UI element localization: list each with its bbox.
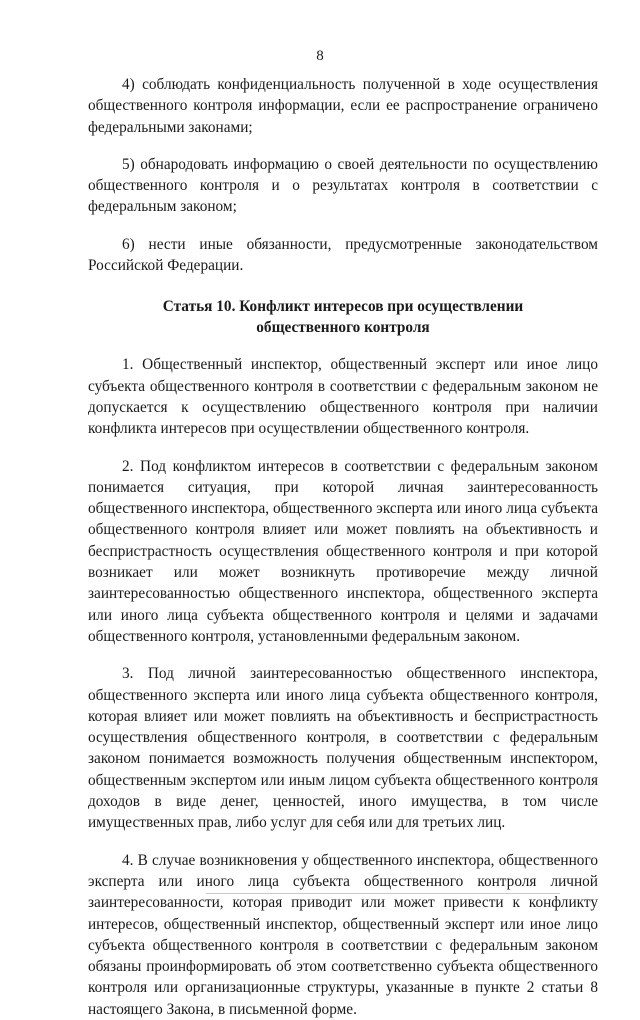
article-title-line-1: Статья 10. Конфликт интересов при осуществлении xyxy=(162,298,524,316)
article-paragraph-4: 4. В случае возникновения у общественного инспектора, общественного эксперта или иного лица субъекта общественного контроля личной заинтересованности, которая приводит или может привести к конфликту интересов, общественный инспектор, общественный эксперт или иное лицо субъекта общественного контроля в соответствии с федеральным законом обязаны проинформировать об этом соответственно субъекта общественного контроля или организационные структуры, указанные в пункте 2 статьи 8 настоящего Закона, в письменной форме. xyxy=(88,851,598,1018)
paragraph-item-5: 5) обнародовать информацию о своей деятельности по осуществлению общественного контроля и о результатах контроля в соответствии с федеральным законом; xyxy=(88,155,598,216)
article-paragraph-1: 1. Общественный инспектор, общественный эксперт или иное лицо субъекта общественного контроля в соответствии с федеральным законом не допускается к осуществлению общественного контроля при наличии конфликта интересов при осуществлении общественного контроля. xyxy=(88,356,598,438)
paragraph-item-6: 6) нести иные обязанности, предусмотренные законодательством Российской Федерации. xyxy=(88,235,598,275)
scan-edge-line xyxy=(206,893,560,894)
article-paragraph-3: 3. Под личной заинтересованностью общественного инспектора, общественного эксперта или иного лица субъекта общественного контроля, которая влияет или может повлиять на объективность и беспристрастность осуществления общественного контроля, в соответствии с федеральным законом понимается возможность получения общественным инспектором, общественным экспертом или иным лицом субъекта общественного контроля доходов в виде денег, ценностей, иного имущества, в том числе имущественных прав, либо услуг для себя или для третьих лиц. xyxy=(88,665,598,832)
article-heading xyxy=(88,296,598,338)
document-body xyxy=(88,74,598,1020)
article-title-line-2: общественного контроля xyxy=(256,319,430,337)
paragraph-item-4: 4) соблюдать конфиденциальность полученной в ходе осуществления общественного контроля информации, если ее распространение ограничено федеральными законами; xyxy=(88,76,598,136)
article-paragraph-2: 2. Под конфликтом интересов в соответствии с федеральным законом понимается ситуация, при которой личная заинтересованность общественного инспектора, общественного эксперта или иного лица субъекта общественного контроля влияет или может повлиять на объективность и беспристрастность осуществления общественного контроля и при которой возникает или может возникнуть противоречие между личной заинтересованностью общественного инспектора, общественного эксперта или иного лица субъекта общественного контроля и целями и задачами общественного контроля, установленными федеральным законом. xyxy=(88,457,598,645)
page-number: 8 xyxy=(316,48,324,64)
